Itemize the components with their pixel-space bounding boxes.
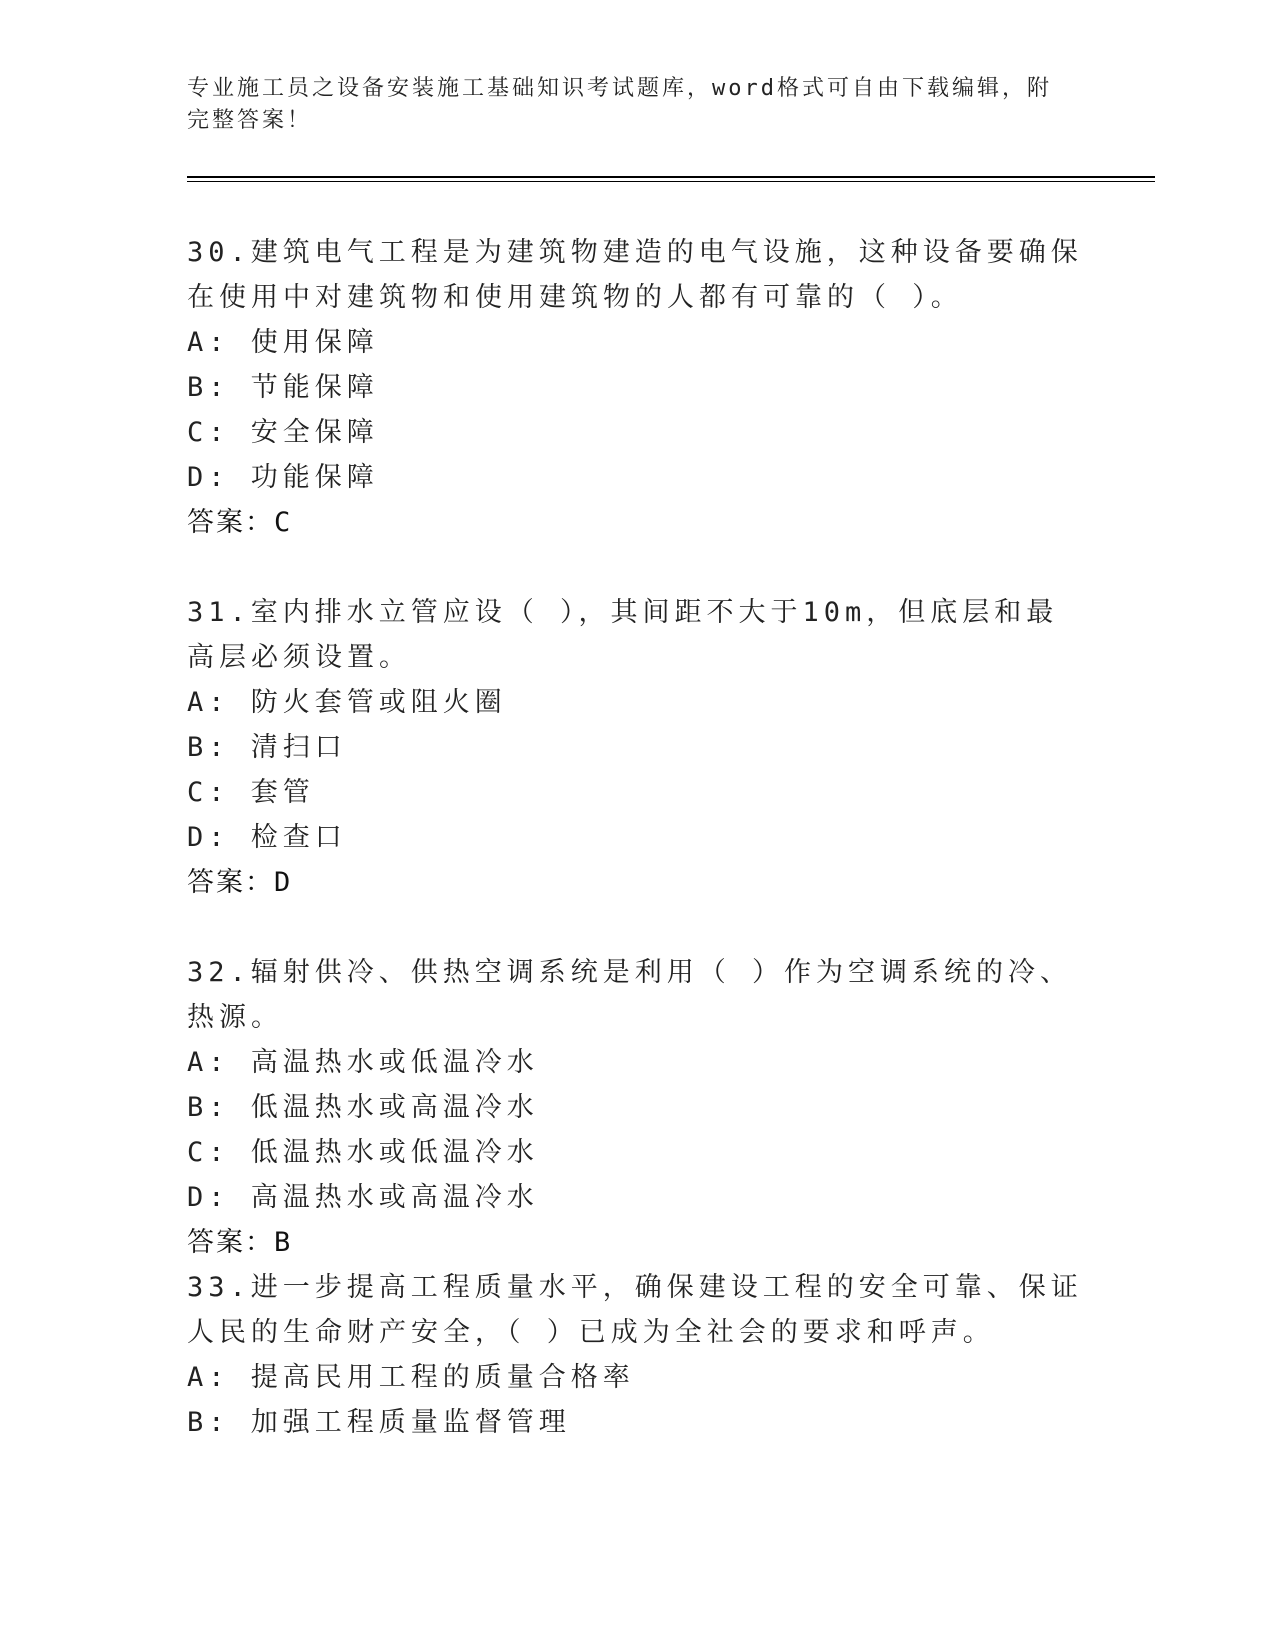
option-c: C: 套管	[187, 777, 315, 808]
answer-label: 答案：	[187, 1227, 274, 1258]
option-b: B: 低温热水或高温冷水	[187, 1092, 539, 1123]
question-stem: 32.辐射供冷、供热空调系统是利用（ ）作为空调系统的冷、热源。	[187, 957, 1073, 1033]
option-a: A: 提高民用工程的质量合格率	[187, 1362, 635, 1393]
question-32	[187, 950, 1087, 1265]
document-header: 专业施工员之设备安装施工基础知识考试题库，word格式可自由下载编辑，附完整答案！	[187, 76, 1052, 133]
option-d: D: 高温热水或高温冷水	[187, 1182, 539, 1213]
answer-line	[187, 500, 1087, 545]
option-b: B: 清扫口	[187, 732, 347, 763]
question-33	[187, 1265, 1087, 1445]
answer-label: 答案：	[187, 867, 274, 898]
answer-value: C	[274, 507, 293, 538]
option-b: B: 加强工程质量监督管理	[187, 1407, 571, 1438]
option-a: A: 防火套管或阻火圈	[187, 687, 507, 718]
header-rule-thick	[187, 176, 1155, 178]
question-30	[187, 230, 1087, 545]
answer-label: 答案：	[187, 507, 274, 538]
header-rule-thin	[187, 181, 1155, 182]
question-stem: 31.室内排水立管应设（ ），其间距不大于10m，但底层和最高层必须设置。	[187, 597, 1059, 673]
question-stem: 33.进一步提高工程质量水平，确保建设工程的安全可靠、保证人民的生命财产安全，（ ）已成为全社会的要求和呼声。	[187, 1272, 1083, 1348]
option-c: C: 低温热水或低温冷水	[187, 1137, 539, 1168]
option-c: C: 安全保障	[187, 417, 379, 448]
option-b: B: 节能保障	[187, 372, 379, 403]
option-a: A: 高温热水或低温冷水	[187, 1047, 539, 1078]
answer-value: D	[274, 867, 293, 898]
question-stem: 30.建筑电气工程是为建筑物建造的电气设施，这种设备要确保在使用中对建筑物和使用建筑物的人都有可靠的（ ）。	[187, 237, 1083, 313]
option-a: A: 使用保障	[187, 327, 379, 358]
answer-line	[187, 860, 1087, 905]
question-31	[187, 590, 1087, 905]
answer-line	[187, 1220, 1087, 1265]
option-d: D: 检查口	[187, 822, 347, 853]
answer-value: B	[274, 1227, 293, 1258]
option-d: D: 功能保障	[187, 462, 379, 493]
